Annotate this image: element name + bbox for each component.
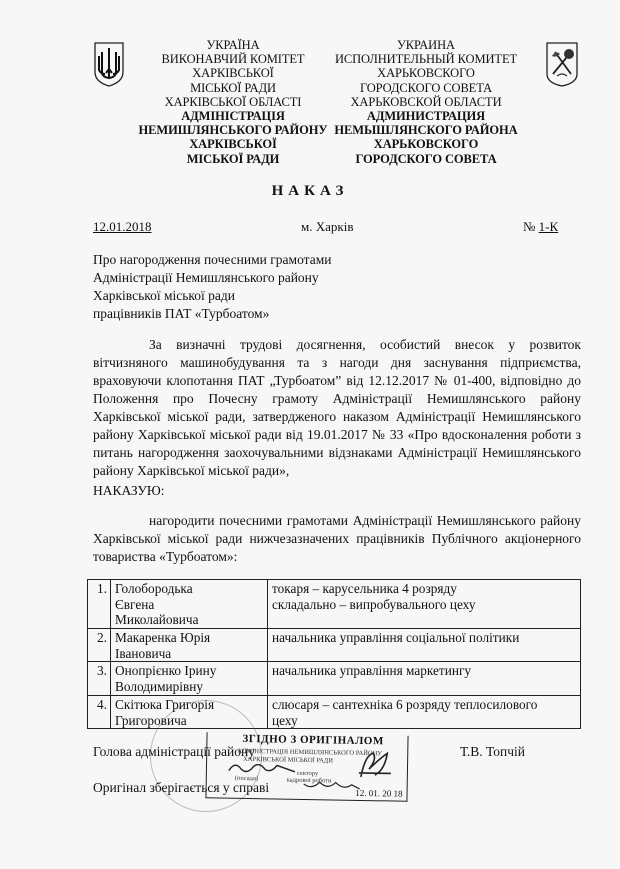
handwritten-initials-icon — [357, 749, 394, 782]
header-line: ВИКОНАВЧИЙ КОМІТЕТ — [161, 52, 305, 67]
header-bold-line: МІСЬКОЇ РАДИ — [186, 151, 280, 166]
preamble-paragraph: За визначні трудові досягнення, особистий внесок у розвиток вітчизняного машинобудування та з нагоди дня заснування підприємства, враховуючи клопотання ПАТ „Турбоатом” від 12.12.2017 № 01-400, відповідно до Положення про Почесну грамоту Адміністрації Немишлянського району Харківської міської ради, затвердженого наказом Адміністрації Немишлянського району Харківської міської ради від 19.01.2017 № 33 «Про вдосконалення роботи з питань нагородження заохочувальними відзнаками Адміністрації Немишлянського району Харківської міської ради», — [93, 337, 581, 478]
document-date: 12.01.2018 — [93, 219, 152, 234]
row-number: 2. — [88, 629, 111, 662]
name-line: Онопрієнко Ірину — [115, 663, 217, 678]
storage-note: Оригінал зберігається у справі — [93, 780, 270, 795]
order-heading: НАКАЗУЮ: — [93, 483, 165, 498]
row-number: 4. — [88, 696, 111, 729]
awardee-position — [268, 580, 581, 629]
table-row — [88, 662, 581, 696]
awardees-table — [87, 579, 581, 729]
header-line: ХАРЬКОВСКОЙ ОБЛАСТИ — [350, 94, 502, 109]
position-line: начальника управління маркетингу — [272, 663, 472, 678]
header-left-ukrainian — [133, 38, 333, 166]
number-value: 1-К — [538, 219, 559, 234]
awardee-position — [268, 662, 581, 696]
signatory-title: Голова адміністрації району — [93, 744, 255, 759]
name-line: Івановича — [115, 645, 172, 661]
name-line: Миколайовича — [115, 612, 199, 627]
stamp-line: ХАРКІВСЬКОЇ МІСЬКОЇ РАДИ — [243, 755, 334, 765]
order-paragraph: нагородити почесними грамотами Адміністрації Немишлянського району Харківської міської ради нижчезазначених працівників Публічного акціонерного товариства «Турбоатом»: — [93, 513, 581, 564]
name-line: Скітюка Григорія — [115, 697, 215, 712]
header-line: ИСПОЛНИТЕЛЬНЫЙ КОМИТЕТ — [334, 52, 518, 67]
stamp-line: кадрової роботи — [286, 776, 332, 785]
subject-line: Про нагородження почесними грамотами — [93, 252, 332, 267]
header-line: УКРАЇНА — [206, 38, 260, 52]
header-bold-line: НЕМИШЛЯНСЬКОГО РАЙОНУ — [138, 123, 328, 138]
header-right-russian — [326, 38, 526, 166]
header-bold-line: ГОРОДСКОГО СОВЕТА — [355, 151, 497, 166]
name-line: Володимирівну — [115, 678, 204, 694]
position-line: токаря – карусельника 4 розряду — [272, 581, 457, 596]
document-city: м. Харків — [301, 219, 354, 234]
header-line: ХАРКІВСЬКОЇ — [192, 66, 274, 81]
position-line: цеху — [272, 712, 298, 728]
header-bold-line: ХАРКІВСЬКОЇ — [189, 137, 277, 152]
position-line: слюсаря – сантехніка 6 розряду теплосилового — [272, 697, 538, 712]
awardee-position — [268, 629, 581, 662]
header-bold-line: НЕМЫШЛЯНСКОГО РАЙОНА — [334, 123, 518, 138]
header-line: ХАРЬКОВСКОГО — [377, 66, 475, 81]
awardee-name — [111, 662, 268, 696]
header-line: ГОРОДСКОГО СОВЕТА — [359, 80, 493, 95]
number-sign: № — [523, 219, 539, 234]
ukraine-trident-icon — [92, 40, 126, 88]
position-line: складально – випробувального цеху — [272, 596, 476, 612]
subject-line: Адміністрації Немишлянського району — [93, 270, 319, 285]
document-number — [523, 219, 558, 235]
stamp-title: ЗГІДНО З ОРИГІНАЛОМ — [242, 732, 384, 748]
certified-copy-stamp — [205, 732, 408, 802]
table-row — [88, 580, 581, 629]
header-line: УКРАИНА — [397, 38, 455, 52]
header-bold-line: ХАРЬКОВСКОГО — [373, 137, 479, 152]
header-bold-line: АДМІНІСТРАЦІЯ — [181, 109, 285, 124]
name-line: Григоровича — [115, 712, 187, 728]
name-line: Євгена — [115, 596, 155, 612]
stamp-date: 12. 01. 20 18 — [355, 787, 403, 799]
signatory-name: Т.В. Топчій — [460, 744, 525, 759]
subject-line: працівників ПАТ «Турбоатом» — [93, 306, 270, 321]
name-line: Макаренка Юрія — [115, 630, 211, 645]
row-number: 1. — [88, 580, 111, 629]
document-subject — [93, 251, 332, 323]
awardee-name — [111, 580, 268, 629]
awardee-position — [268, 696, 581, 729]
table-row — [88, 629, 581, 662]
stamp-line: сектору — [296, 769, 319, 778]
handwritten-scribble-icon — [302, 778, 362, 793]
handwritten-signature-icon — [227, 759, 297, 778]
header-line: МІСЬКОЇ РАДИ — [190, 80, 276, 95]
kharkiv-coat-of-arms-icon — [545, 40, 579, 88]
subject-line: Харківської міської ради — [93, 288, 236, 303]
stamp-line: АДМІНІСТРАЦІЯ НЕМИШЛЯНСЬКОГО РАЙОНУ — [237, 747, 382, 758]
awardee-name — [111, 629, 268, 662]
header-bold-line: АДМИНИСТРАЦИЯ — [366, 109, 486, 124]
name-line: Голобородька — [115, 581, 193, 596]
document-title: НАКАЗ — [271, 183, 349, 199]
header-line: ХАРКІВСЬКОЇ ОБЛАСТІ — [164, 94, 302, 109]
row-number: 3. — [88, 662, 111, 696]
position-line: начальника управління соціальної політики — [272, 630, 520, 645]
stamp-sub-label: (посада) — [234, 774, 259, 783]
